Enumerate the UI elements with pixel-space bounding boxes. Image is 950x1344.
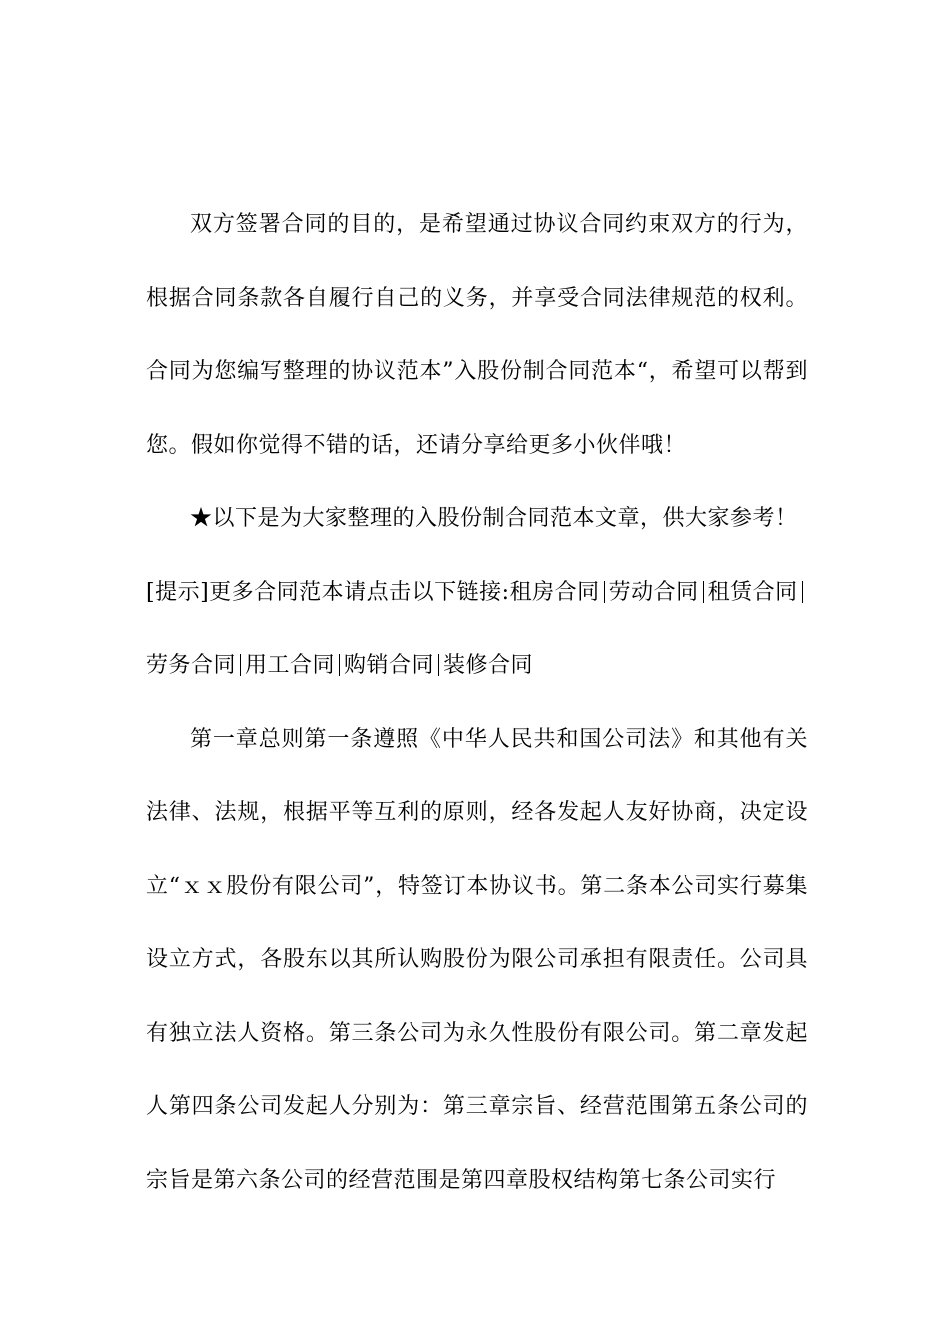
tip-links-line xyxy=(146,556,808,703)
link-separator xyxy=(240,654,241,676)
link-separator xyxy=(604,581,605,603)
link-renovation-contract[interactable]: 装修合同 xyxy=(443,653,534,678)
link-separator xyxy=(802,581,803,603)
tip-prefix: [提示]更多合同范本请点击以下链接: xyxy=(146,579,510,605)
link-separator xyxy=(703,581,704,603)
link-separator xyxy=(339,654,340,676)
link-rental-contract[interactable]: 租房合同 xyxy=(509,579,600,605)
document-page xyxy=(146,188,808,1217)
link-employment-contract[interactable]: 用工合同 xyxy=(245,653,336,678)
link-service-contract[interactable]: 劳务合同 xyxy=(146,653,237,678)
link-lease-contract[interactable]: 租赁合同 xyxy=(707,579,798,605)
link-labor-contract[interactable]: 劳动合同 xyxy=(608,579,699,605)
intro-paragraph: 双方签署合同的目的，是希望通过协议合同约束双方的行为，根据合同条款各自履行自己的义务，并享受合同法律规范的权利。合同为您编写整理的协议范本”入股份制合同范本“，希望可以帮到您。假如你觉得不错的话，还请分享给更多小伙伴哦！ xyxy=(146,212,808,458)
link-separator xyxy=(438,654,439,676)
link-purchase-contract[interactable]: 购销合同 xyxy=(344,653,435,678)
contract-body-paragraph: 第一章总则第一条遵照《中华人民共和国公司法》和其他有关法律、法规，根据平等互利的原则，经各发起人友好协商，决定设立“ｘｘ股份有限公司”，特签订本协议书。第二条本公司实行募集设立方式，各股东以其所认购股份为限公司承担有限责任。公司具有独立法人资格。第三条公司为永久性股份有限公司。第二章发起人第四条公司发起人分别为：第三章宗旨、经营范围第五条公司的宗旨是第六条公司的经营范围是第四章股权结构第七条公司实行 xyxy=(146,726,808,1193)
reference-note: ★以下是为大家整理的入股份制合同范本文章，供大家参考！ xyxy=(190,506,798,531)
